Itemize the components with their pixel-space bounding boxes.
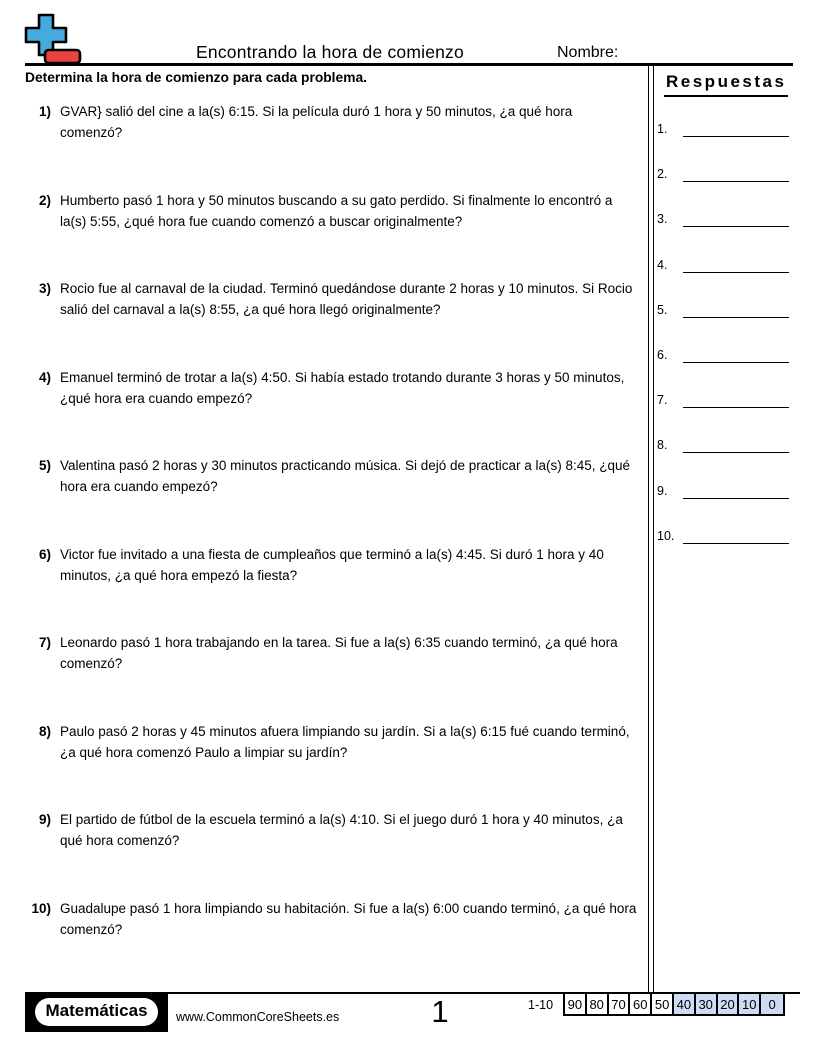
- answer-row-10: [657, 529, 807, 574]
- name-label: Nombre:: [557, 44, 619, 61]
- answer-row-3: [657, 212, 807, 257]
- question-text: Victor fue invitado a una fiesta de cumpleaños que terminó a la(s) 4:45. Si duró 1 hora y 40 minutos, ¿a qué hora empezó la fiesta?: [60, 546, 604, 583]
- question-number: 3): [38, 281, 51, 296]
- question-number: 2): [38, 192, 51, 208]
- answer-number: 2.: [657, 167, 668, 182]
- answer-blank-line[interactable]: [683, 348, 789, 363]
- question-text: GVAR} salió del cine a la(s) 6:15. Si la película duró 1 hora y 50 minutos, ¿a qué hora comenzó?: [60, 104, 573, 140]
- answer-blank-line[interactable]: [683, 167, 789, 182]
- question-item-3: [25, 278, 640, 367]
- question-item-5: [25, 455, 640, 544]
- answer-blank-line[interactable]: [683, 438, 789, 453]
- score-cell: 40: [674, 994, 696, 1014]
- question-item-10: [25, 898, 640, 987]
- score-cell: 10: [739, 994, 761, 1014]
- answer-number: 3.: [657, 212, 668, 227]
- answer-number: 10.: [657, 528, 675, 543]
- answer-row-8: [657, 438, 807, 483]
- question-number: 9): [38, 812, 51, 827]
- answer-row-1: [657, 122, 807, 167]
- page-number: 1: [431, 994, 449, 1029]
- answer-blank-line[interactable]: [683, 484, 789, 499]
- question-text: Valentina pasó 2 horas y 30 minutos practicando música. Si dejó de practicar a la(s) 8:45, ¿qué hora era cuando empezó?: [60, 458, 631, 494]
- question-text: El partido de fútbol de la escuela terminó a la(s) 4:10. Si el juego duró 1 hora y 40 minutos, ¿a qué hora comenzó?: [60, 812, 623, 848]
- score-range-label: 1-10: [528, 998, 554, 1012]
- answers-column-divider: [648, 66, 654, 992]
- question-item-8: [25, 721, 640, 810]
- answer-row-6: [657, 348, 807, 393]
- question-item-4: [25, 367, 640, 456]
- question-text: Rocio fue al carnaval de la ciudad. Terminó quedándose durante 2 horas y 10 minutos. Si Rocio salió del carnaval a la(s) 8:55, ¿a qué hora llegó originalmente?: [60, 281, 633, 317]
- answer-blank-line[interactable]: [683, 212, 789, 227]
- score-cell: 60: [630, 994, 652, 1014]
- question-number: 8): [38, 723, 51, 739]
- question-list: [25, 101, 640, 986]
- question-item-1: [25, 101, 640, 190]
- answer-number: 9.: [657, 483, 668, 498]
- answer-blank-line[interactable]: [683, 258, 789, 273]
- question-number: 6): [38, 546, 51, 562]
- brand-label: Matemáticas: [35, 998, 157, 1026]
- question-item-9: [25, 809, 640, 898]
- answer-blank-line[interactable]: [683, 529, 789, 544]
- answers-list: [657, 122, 807, 574]
- question-number: 5): [38, 458, 51, 473]
- question-item-6: [25, 544, 640, 633]
- answer-row-7: [657, 393, 807, 438]
- score-cell: 0: [761, 994, 783, 1014]
- answer-row-5: [657, 303, 807, 348]
- instruction-text: Determina la hora de comienzo para cada problema.: [25, 70, 367, 85]
- brand-badge: [25, 992, 168, 1032]
- answer-row-9: [657, 484, 807, 529]
- answer-number: 1.: [657, 122, 668, 136]
- answers-title: Respuestas: [664, 72, 788, 97]
- answer-number: 6.: [657, 347, 668, 362]
- question-number: 1): [38, 104, 51, 119]
- answer-row-2: [657, 167, 807, 212]
- name-field[interactable]: [615, 44, 790, 62]
- answer-blank-line[interactable]: [683, 393, 789, 408]
- answer-blank-line[interactable]: [683, 122, 789, 137]
- question-number: 10): [31, 900, 51, 916]
- question-text: Humberto pasó 1 hora y 50 minutos buscando a su gato perdido. Si finalmente lo encontró a la(s) 5:55, ¿qué hora fue cuando comenzó a buscar originalmente?: [60, 192, 613, 229]
- score-cell: 20: [718, 994, 740, 1014]
- answer-number: 8.: [657, 438, 668, 453]
- question-text: Emanuel terminó de trotar a la(s) 4:50. Si había estado trotando durante 3 horas y 50 minutos, ¿qué hora era cuando empezó?: [60, 369, 625, 406]
- answer-row-4: [657, 258, 807, 303]
- question-text: Paulo pasó 2 horas y 45 minutos afuera limpiando su jardín. Si a la(s) 6:15 fué cuando terminó, ¿a qué hora comenzó Paulo a limpiar su jardín?: [60, 723, 630, 760]
- score-cell: 90: [565, 994, 587, 1014]
- score-cell: 50: [652, 994, 674, 1014]
- question-item-7: [25, 632, 640, 721]
- answer-blank-line[interactable]: [683, 303, 789, 318]
- website-url: www.CommonCoreSheets.es: [176, 1010, 340, 1024]
- score-cell: 80: [587, 994, 609, 1014]
- header-divider: [25, 63, 793, 66]
- page-title: Encontrando la hora de comienzo: [196, 42, 464, 62]
- question-text: Leonardo pasó 1 hora trabajando en la tarea. Si fue a la(s) 6:35 cuando terminó, ¿a qué hora comenzó?: [60, 635, 618, 671]
- question-number: 4): [38, 369, 51, 385]
- answer-number: 5.: [657, 302, 668, 317]
- answer-number: 4.: [657, 257, 668, 272]
- score-table: [563, 992, 785, 1016]
- answer-number: 7.: [657, 393, 668, 408]
- score-cell: 70: [609, 994, 631, 1014]
- question-item-2: [25, 190, 640, 279]
- question-text: Guadalupe pasó 1 hora limpiando su habitación. Si fue a la(s) 6:00 cuando terminó, ¿a qué hora comenzó?: [60, 900, 637, 937]
- score-cell: 30: [696, 994, 718, 1014]
- question-number: 7): [38, 635, 51, 650]
